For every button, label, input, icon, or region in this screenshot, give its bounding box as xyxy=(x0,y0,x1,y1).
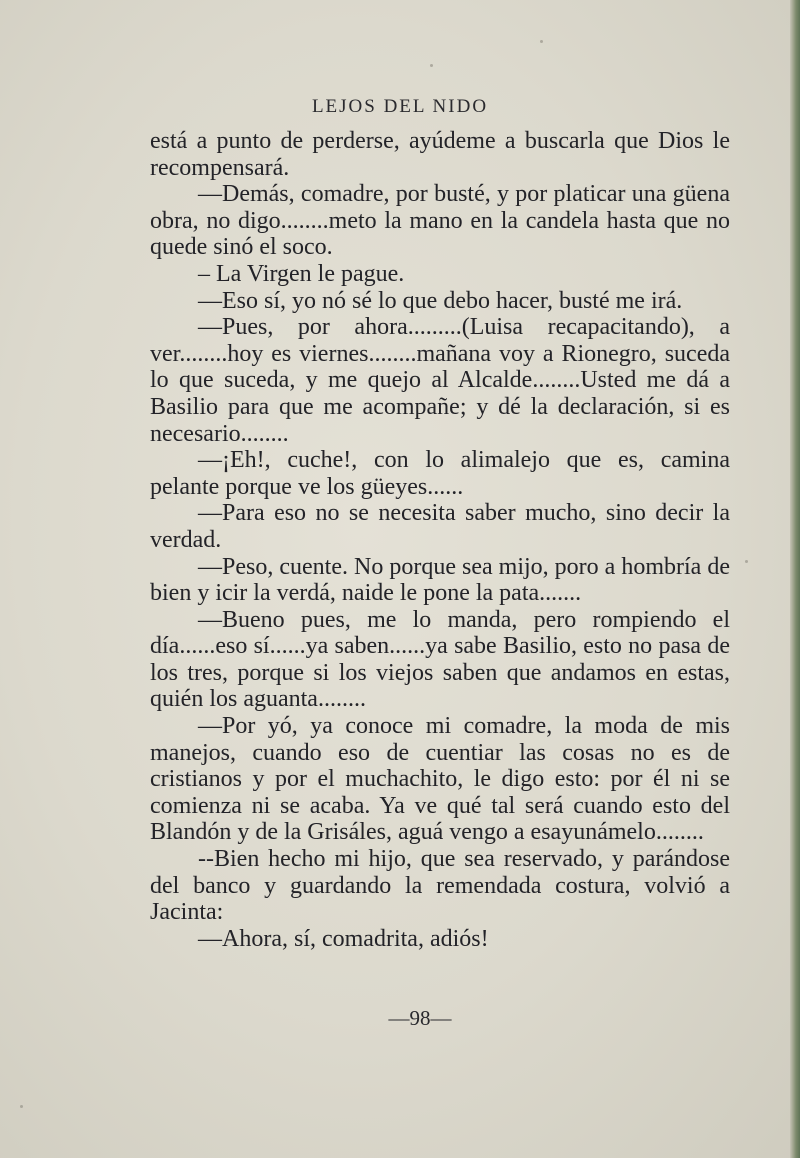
paper-speck xyxy=(430,64,433,67)
paper-speck xyxy=(20,1105,23,1108)
body-text xyxy=(150,128,730,952)
paragraph: —Demás, comadre, por busté, y por platicar una güena obra, no digo........meto la mano en la candela hasta que no quede sinó el soco. xyxy=(150,181,730,261)
paragraph: —Bueno pues, me lo manda, pero rompiendo el día......eso sí......ya saben......ya sabe Basilio, esto no pasa de los tres, porque si los viejos saben que andamos en estas, quién los aguanta........ xyxy=(150,606,730,713)
paragraph: —Pues, por ahora.........(Luisa recapacitando), a ver........hoy es viernes........mañana voy a Rionegro, suceda lo que suceda, y me quejo al Alcalde........Usted me dá a Basilio para que me acompañe; y dé la declaración, si es necesario........ xyxy=(150,314,730,447)
paragraph: —Por yó, ya conoce mi comadre, la moda de mis manejos, cuando eso de cuentiar las cosas no es de cristianos y por el muchachito, le digo esto: por él ni se comienza ni se acaba. Ya ve qué tal será cuando esto del Blandón y de la Grisáles, aguá vengo a esayunámelo........ xyxy=(150,713,730,846)
page-edge xyxy=(790,0,800,1158)
paragraph: – La Virgen le pague. xyxy=(198,260,405,287)
paragraph: --Bien hecho mi hijo, que sea reservado, y parándose del banco y guardando la remendada costura, volvió a Jacinta: xyxy=(150,846,730,926)
paragraph: —Ahora, sí, comadrita, adiós! xyxy=(198,925,489,952)
paragraph: —Eso sí, yo nó sé lo que debo hacer, busté me irá. xyxy=(198,287,683,314)
paragraph: —Para eso no se necesita saber mucho, sino decir la verdad. xyxy=(150,500,730,553)
paper-speck xyxy=(745,560,748,563)
paragraph: —¡Eh!, cuche!, con lo alimalejo que es, camina pelante porque ve los güeyes...... xyxy=(150,447,730,500)
running-head: LEJOS DEL NIDO xyxy=(311,96,489,117)
page-number: —98— xyxy=(388,1006,452,1030)
paper-speck xyxy=(540,40,543,43)
paragraph: está a punto de perderse, ayúdeme a buscarla que Dios le recompensará. xyxy=(150,128,730,181)
paragraph: —Peso, cuente. No porque sea mijo, poro a hombría de bien y icir la verdá, naide le pone la pata....... xyxy=(150,553,730,607)
